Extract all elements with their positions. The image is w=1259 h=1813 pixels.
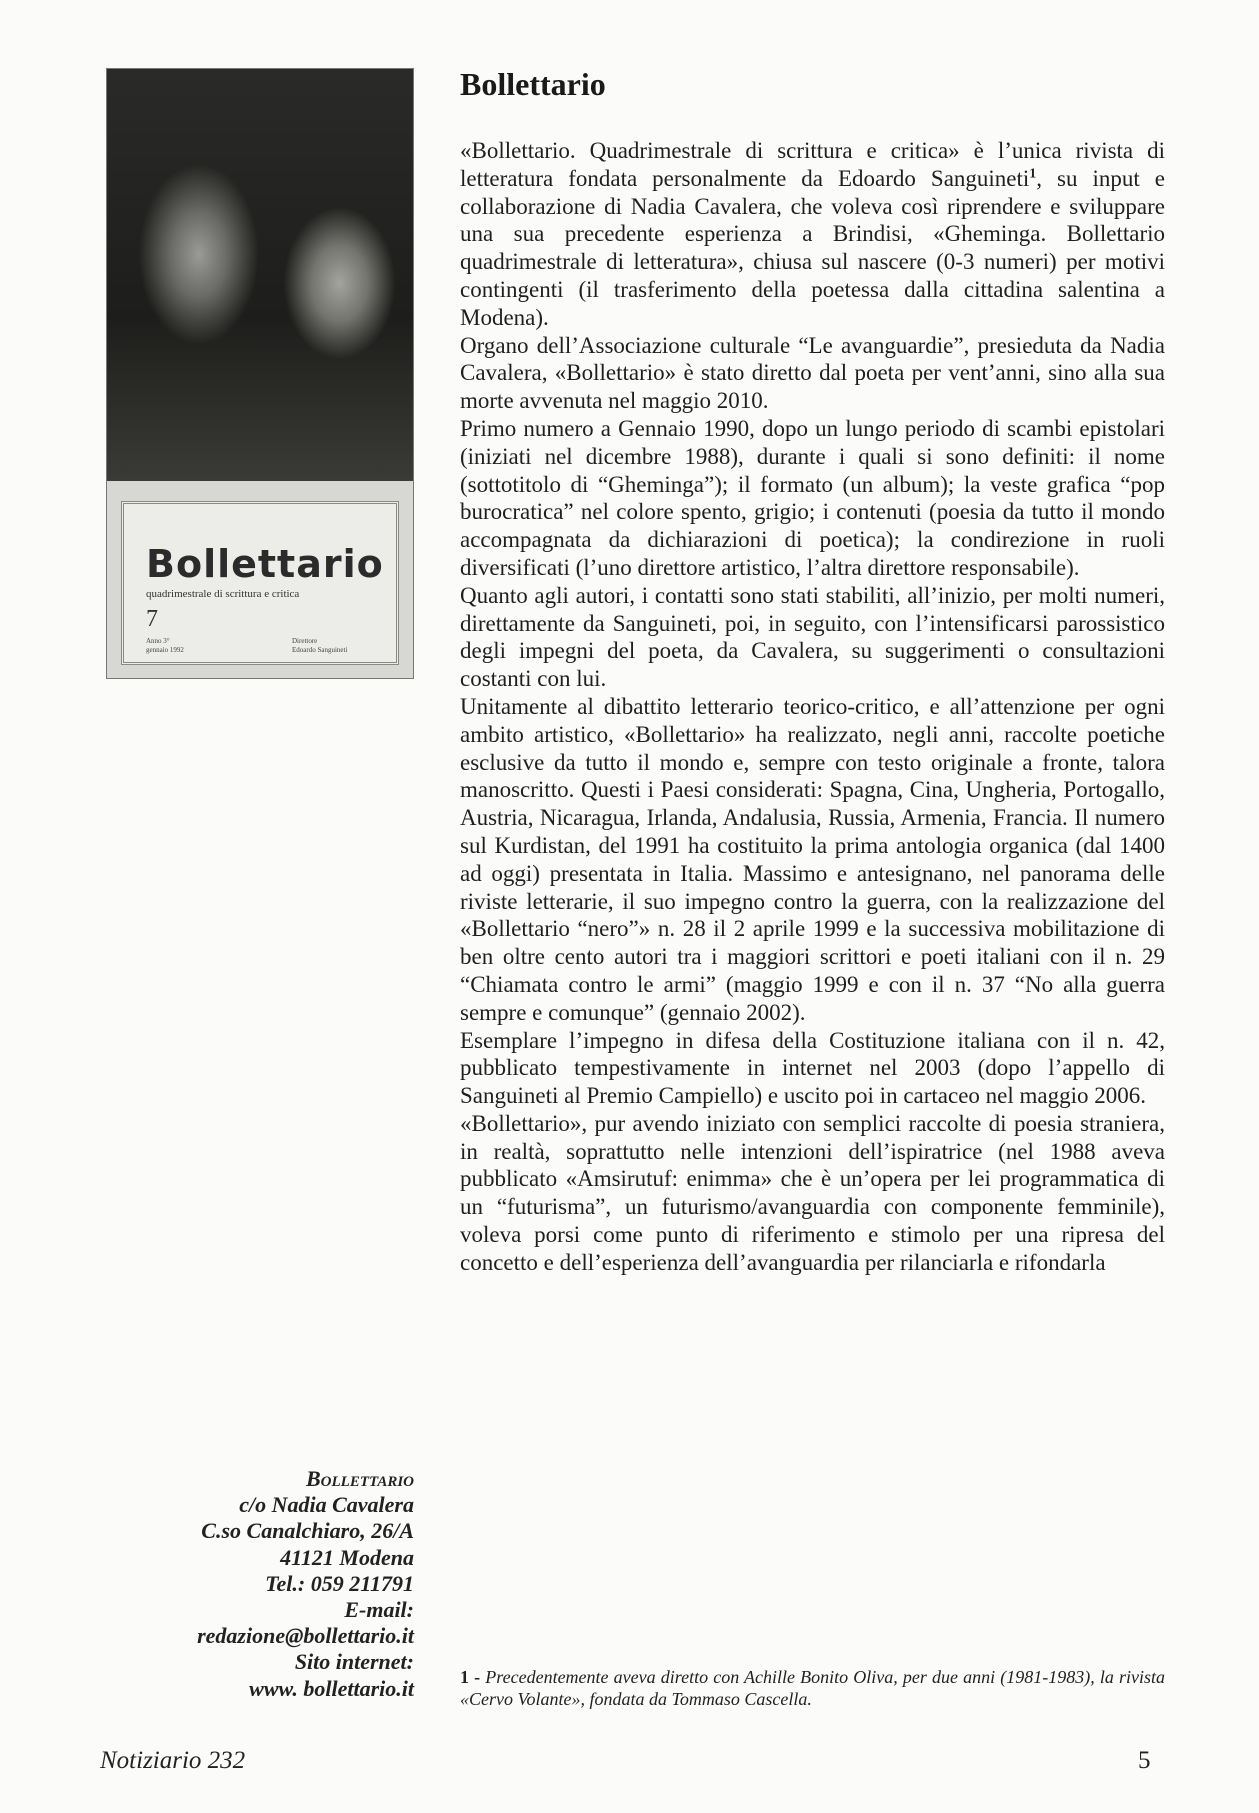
- paragraph: Esemplare l’impegno in difesa della Costituzione italiana con il n. 42, pubblicato tempestivamente in internet nel 2003 (dopo l’appello di Sanguineti al Premio Campiello) e uscito poi in cartaceo nel maggio 2006.: [460, 1027, 1165, 1109]
- address-city: 41121 Modena: [280, 1544, 414, 1570]
- site-link[interactable]: www. bollettario.it: [249, 1675, 414, 1701]
- address-care-of: c/o Nadia Cavalera: [239, 1492, 414, 1518]
- contact-address: [150, 1466, 414, 1702]
- footnote-number: 1 -: [460, 1667, 481, 1687]
- cover-subtitle: quadrimestrale di scrittura e critica: [146, 588, 300, 600]
- address-street: C.so Canalchiaro, 26/A: [201, 1518, 414, 1544]
- page-number: 5: [1138, 1747, 1151, 1774]
- footnote-ref: 1: [1029, 166, 1037, 182]
- paragraph-text: «Bollettario. Quadrimestrale di scrittura e critica» è l’unica rivista di letteratura fondata personalmente da Edoardo Sanguineti: [460, 138, 1165, 191]
- cover-title: Bollettario: [146, 542, 384, 586]
- cover-director: Direttore Edoardo Sanguineti: [292, 637, 348, 654]
- article-title: Bollettario: [460, 66, 606, 102]
- paragraph: Quanto agli autori, i contatti sono stati stabiliti, all’inizio, per molti numeri, direttamente da Sanguineti, poi, in seguito, con l’intensificarsi parossistico degli impegni del poeta, da Cavalera, su suggerimenti o consultazioni costanti con lui.: [460, 582, 1165, 692]
- portrait-image: [107, 69, 413, 481]
- cover-meta: Anno 3° gennaio 1992: [146, 637, 184, 654]
- paragraph: Unitamente al dibattito letterario teorico-critico, e all’attenzione per ogni ambito artistico, «Bollettario» ha realizzato, negli anni, raccolte poetiche esclusive da tutto il mondo e, sempre con testo originale a fronte, talora manoscritto. Questi i Paesi considerati: Spagna, Cina, Ungheria, Portogallo, Austria, Nicaragua, Irlanda, Andalusia, Russia, Armenia, Francia. Il numero sul Kurdistan, del 1991 ha costituito la prima antologia organica (dal 1400 ad oggi) presentata in Italia. Massimo e antesignano, nel panorama delle riviste letterarie, il suo impegno contro la guerra, con la realizzazione del «Bollettario “nero”» n. 28 il 2 aprile 1999 e la successiva mobilitazione di ben oltre cento autori tra i maggiori scrittori e poeti italiani con il n. 29 “Chiamata contro le armi” (maggio 1999 e con il n. 37 “No alla guerra sempre e comunque” (gennaio 2002).: [460, 693, 1165, 1025]
- publication-name: Notiziario 232: [100, 1747, 246, 1774]
- paragraph: Organo dell’Associazione culturale “Le avanguardie”, presieduta da Nadia Cavalera, «Bollettario» è stato diretto dal poeta per vent’anni, sino alla sua morte avvenuta nel maggio 2010.: [460, 332, 1165, 414]
- address-phone: Tel.: 059 211791: [265, 1570, 414, 1596]
- article-body: [460, 137, 1165, 1277]
- cover-photo: [106, 68, 414, 679]
- address-name: Bollettario: [305, 1466, 414, 1491]
- cover-number: 7: [146, 606, 158, 632]
- footnote-text: Precedentemente aveva diretto con Achille Bonito Oliva, per due anni (1981-1983), la rivista «Cervo Volante», fondata da Tommaso Cascella.: [460, 1667, 1166, 1709]
- paragraph: [460, 137, 1165, 332]
- paragraph-text: , su input e collaborazione di Nadia Cavalera, che voleva così riprendere e sviluppare una sua precedente esperienza a Brindisi, «Gheminga. Bollettario quadrimestrale di letteratura», chiusa sul nascere (0-3 numeri) per motivi contingenti (il trasferimento della poetessa dalla cittadina salentina a Modena).: [460, 165, 1165, 330]
- site-label: Sito internet:: [294, 1649, 414, 1675]
- paragraph: Primo numero a Gennaio 1990, dopo un lungo periodo di scambi epistolari (iniziati nel dicembre 1988), durante i quali si sono definiti: il nome (sottotitolo di “Gheminga”); il formato (un album); la veste grafica “pop burocratica” nel colore spento, grigio; i contenuti (poesia da tutto il mondo accompagnata da dichiarazioni di poetica); la condirezione in ruoli diversificati (l’uno direttore artistico, l’altra direttore responsabile).: [460, 415, 1165, 580]
- paragraph: «Bollettario», pur avendo iniziato con semplici raccolte di poesia straniera, in realtà, soprattutto nelle intenzioni dell’ispiratrice (nel 1988 aveva pubblicato «Amsirutuf: enimma» che è un’opera per lei programmatica di un “futurisma”, un futurismo/avanguardia con componente femminile), voleva porsi come punto di riferimento e stimolo per una ripresa del concetto e dell’esperienza dell’avanguardia per rilanciarla e rifondarla: [460, 1110, 1165, 1275]
- email-label: E-mail:: [344, 1597, 414, 1623]
- cover-panel: [121, 501, 399, 665]
- footnote: [460, 1666, 1165, 1710]
- email-link[interactable]: redazione@bollettario.it: [197, 1623, 414, 1649]
